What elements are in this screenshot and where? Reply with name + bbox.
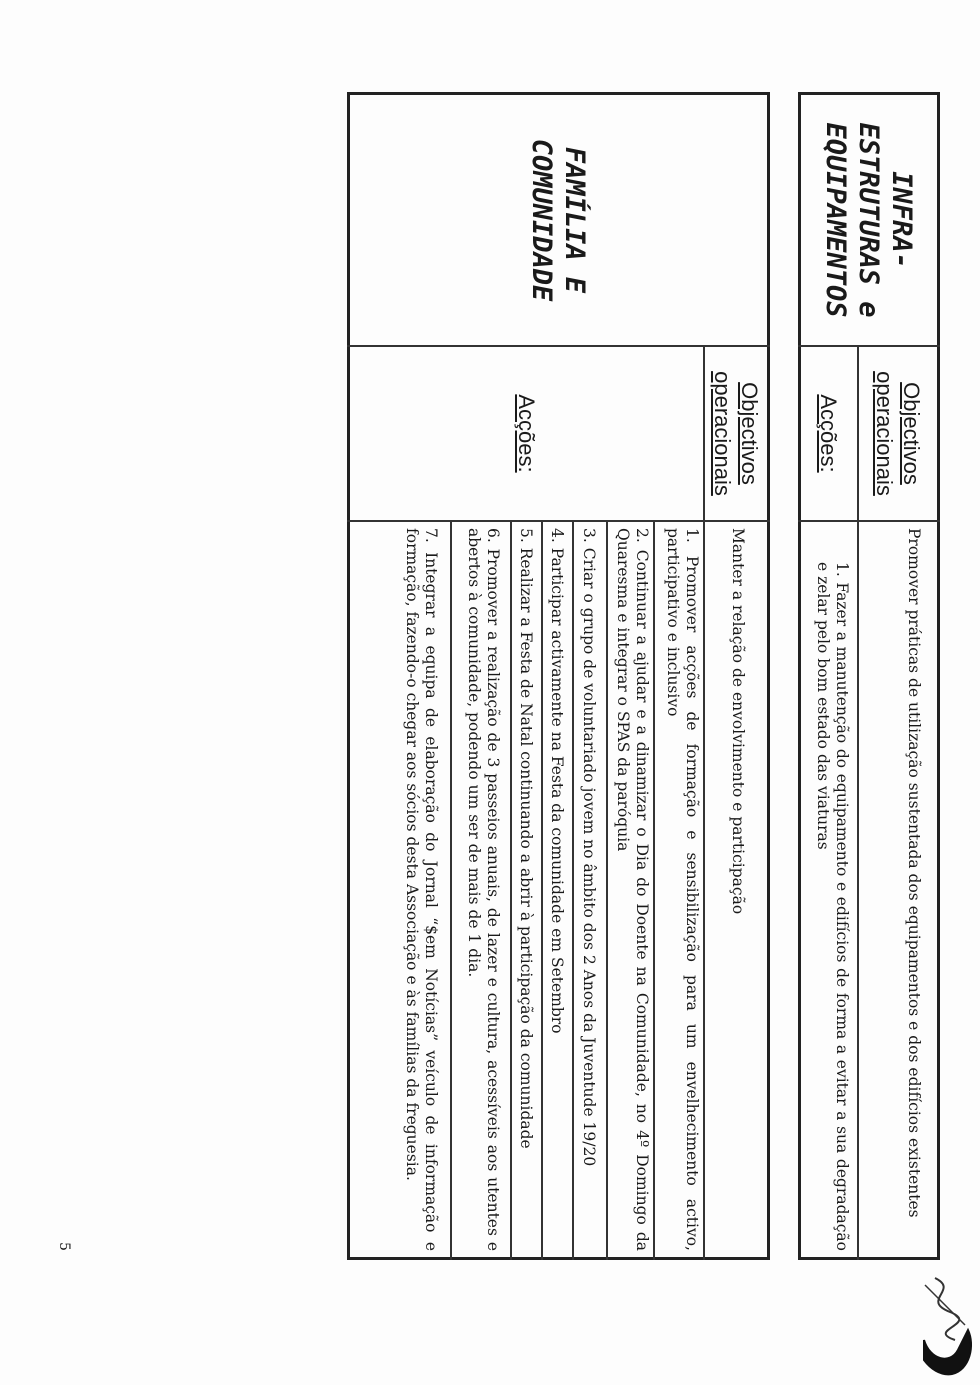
objectives-label-line: operacionais: [872, 371, 897, 496]
familia-category-line: COMUNIDADE: [526, 138, 558, 302]
infra-category: [801, 95, 937, 345]
divider: [653, 520, 655, 1260]
familia-action-item: 3. Criar o grupo de voluntariado jovem no âmbito dos 2 Anos da Juventude 19/20: [580, 528, 598, 1167]
familia-category: [350, 95, 767, 345]
familia-category-line: FAMÍLIA E: [559, 146, 591, 294]
divider: [572, 520, 574, 1260]
familia-actions-label: [350, 347, 703, 520]
familia-action-item: 1. Promover acções de formação e sensibilização para um envelhecimento activo, participativo e inclusivo: [664, 528, 701, 1251]
infra-category-line: INFRA-: [886, 171, 918, 269]
actions-label-text: Acções:: [514, 394, 539, 473]
divider: [450, 520, 452, 1260]
familia-action-item: 7. Integrar a equipa de elaboração do Jornal “$em Notícias” veículo de informação e formação, fazendo-o chegar aos sócios desta Associação e às famílias da freguesia.: [403, 528, 440, 1251]
familia-objectives-label: [705, 347, 767, 520]
infra-action-item: 1. Fazer a manutenção do equipamento e edifícios de forma a evitar a sua degradação e zelar pelo bom estado das viaturas: [814, 562, 851, 1251]
divider: [541, 520, 543, 1260]
familia-action-item: 6. Promover a realização de 3 passeios anuais, de lazer e cultura, acessíveis aos utentes e abertos à comunidade, podendo um ser de mais de 1 dia.: [465, 528, 502, 1251]
objectives-label-line: Objectivos: [737, 382, 762, 485]
page-number: 5: [56, 1242, 72, 1251]
actions-label-text: Acções:: [816, 394, 842, 473]
familia-action-item: 4. Participar activamente na Festa da comunidade em Setembro: [548, 528, 566, 1034]
infra-objective: Promover práticas de utilização sustentada dos equipamentos e dos edifícios existentes: [905, 528, 923, 1218]
infra-category-line: ESTRUTURAS e: [853, 122, 885, 318]
infra-objectives-label: [859, 347, 937, 520]
familia-action-item: 2. Continuar a ajudar e a dinamizar o Dia do Doente na Comunidade, no 4º Domingo da Quaresma e integrar o SPAS da paróquia: [614, 528, 651, 1251]
signature-scribble-icon: [910, 1270, 980, 1380]
infra-category-line: EQUIPAMENTOS: [820, 122, 852, 318]
divider: [606, 520, 608, 1260]
objectives-label-line: operacionais: [710, 371, 735, 496]
objectives-label-line: Objectivos: [899, 382, 924, 485]
familia-objective: Manter a relação de envolvimento e participação: [729, 528, 747, 915]
familia-action-item: 5. Realizar a Festa de Natal continuando a abrir à participação da comunidade: [517, 528, 535, 1149]
infra-actions-label: [801, 347, 857, 520]
divider: [510, 520, 512, 1260]
